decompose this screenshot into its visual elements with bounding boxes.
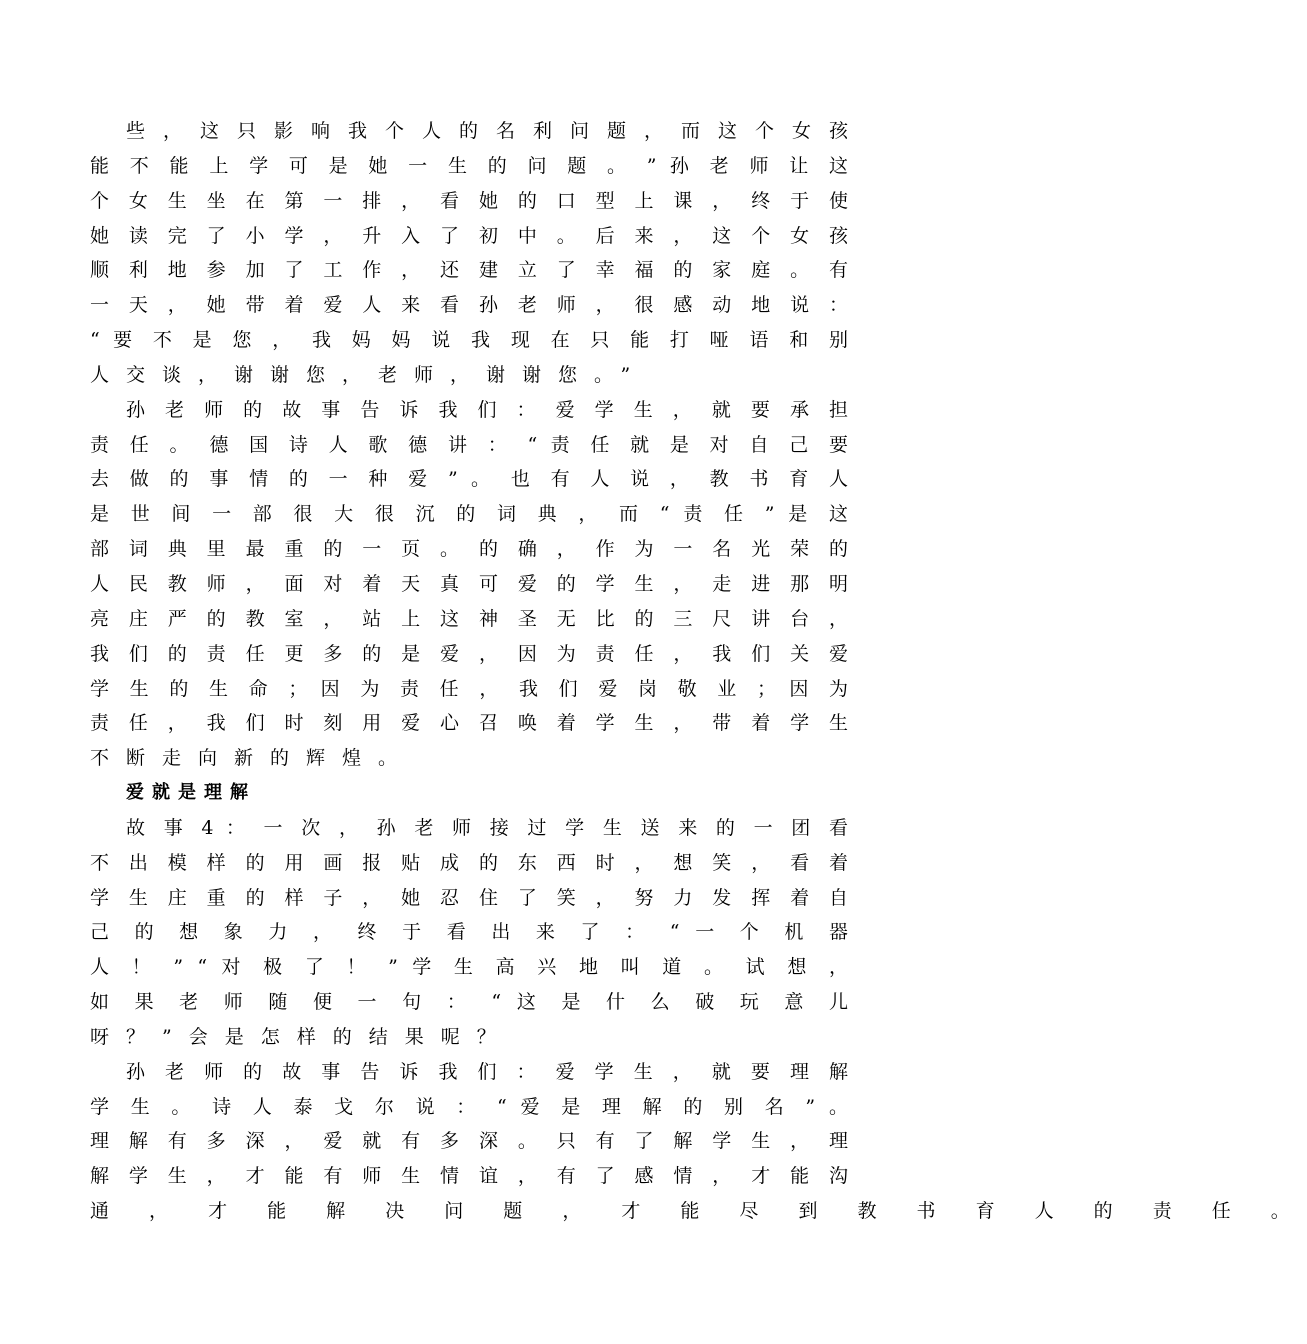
paragraph-line: 人交谈，谢谢您，老师，谢谢您。” (90, 363, 648, 386)
paragraph-line: 些 ， 这 只 影 响 我 个 人 的 名 利 问 题 ， 而 这 个 女 孩 (126, 120, 848, 142)
paragraph-line: 能 不 能 上 学 可 是 她 一 生 的 问 题 。 ” 孙 老 师 让 这 (90, 154, 848, 177)
paragraph-line: 责 任 ， 我 们 时 刻 用 爱 心 召 唤 着 学 生 ， 带 着 学 生 (90, 712, 848, 735)
paragraph-line: 她 读 完 了 小 学 ， 升 入 了 初 中 。 后 来 ， 这 个 女 孩 (90, 224, 848, 247)
paragraph-line: 学 生 的 生 命 ； 因 为 责 任 ， 我 们 爱 岗 敬 业 ； 因 为 (90, 677, 848, 700)
paragraph-line: 如 果 老 师 随 便 一 句 ： “ 这 是 什 么 破 玩 意 儿 (90, 991, 848, 1014)
paragraph-line: 己 的 想 象 力 ， 终 于 看 出 来 了 ： “ 一 个 机 器 (90, 921, 848, 944)
section-heading: 爱就是理解 (126, 782, 256, 804)
paragraph-line: 学 生 庄 重 的 样 子 ， 她 忍 住 了 笑 ， 努 力 发 挥 着 自 (90, 886, 848, 909)
paragraph-line: 我 们 的 责 任 更 多 的 是 爱 ， 因 为 责 任 ， 我 们 关 爱 (90, 642, 848, 665)
paragraph-line: 故 事 4 ： 一 次 ， 孙 老 师 接 过 学 生 送 来 的 一 团 看 (126, 816, 848, 839)
paragraph-line: 人 民 教 师 ， 面 对 着 天 真 可 爱 的 学 生 ， 走 进 那 明 (90, 572, 848, 595)
paragraph-line: 一 天 ， 她 带 着 爱 人 来 看 孙 老 师 ， 很 感 动 地 说 ： (90, 294, 848, 317)
paragraph-line: 孙 老 师 的 故 事 告 诉 我 们 ： 爱 学 生 ， 就 要 理 解 (126, 1060, 848, 1083)
paragraph-line: 学 生 。 诗 人 泰 戈 尔 说 ： “ 爱 是 理 解 的 别 名 ” 。 (90, 1095, 848, 1118)
paragraph-line: 是 世 间 一 部 很 大 很 沉 的 词 典 ， 而 “ 责 任 ” 是 这 (90, 503, 848, 526)
paragraph-line: 个 女 生 坐 在 第 一 排 ， 看 她 的 口 型 上 课 ， 终 于 使 (90, 189, 848, 212)
paragraph-line: 亮 庄 严 的 教 室 ， 站 上 这 神 圣 无 比 的 三 尺 讲 台 ， (90, 607, 848, 630)
paragraph-line: 去 做 的 事 情 的 一 种 爱 ” 。 也 有 人 说 ， 教 书 育 人 (90, 468, 848, 491)
paragraph-line: 解 学 生 ， 才 能 有 师 生 情 谊 ， 有 了 感 情 ， 才 能 沟 (90, 1165, 848, 1188)
paragraph-line: 理 解 有 多 深 ， 爱 就 有 多 深 。 只 有 了 解 学 生 ， 理 (90, 1130, 848, 1153)
paragraph-line: 责 任 。 德 国 诗 人 歌 德 讲 ： “ 责 任 就 是 对 自 己 要 (90, 433, 848, 456)
paragraph-line: 不 出 模 样 的 用 画 报 贴 成 的 东 西 时 ， 想 笑 ， 看 着 (90, 851, 848, 874)
document-text (90, 114, 1307, 1229)
paragraph-line: 顺 利 地 参 加 了 工 作 ， 还 建 立 了 幸 福 的 家 庭 。 有 (90, 259, 848, 282)
paragraph-line: “ 要 不 是 您 ， 我 妈 妈 说 我 现 在 只 能 打 哑 语 和 别 (90, 329, 848, 352)
paragraph-line: 孙 老 师 的 故 事 告 诉 我 们 ： 爱 学 生 ， 就 要 承 担 (126, 398, 848, 421)
paragraph-line: 通 ， 才 能 解 决 问 题 ， 才 能 尽 到 教 书 育 人 的 责 任 。 (90, 1200, 1307, 1223)
paragraph-line: 部 词 典 里 最 重 的 一 页 。 的 确 ， 作 为 一 名 光 荣 的 (90, 538, 848, 561)
paragraph-line: 呀？”会是怎样的结果呢？ (90, 1025, 513, 1048)
paragraph-line: 人 ！ ” “ 对 极 了 ！ ” 学 生 高 兴 地 叫 道 。 试 想 ， (90, 956, 848, 979)
paragraph-line: 不断走向新的辉煌。 (90, 747, 415, 770)
